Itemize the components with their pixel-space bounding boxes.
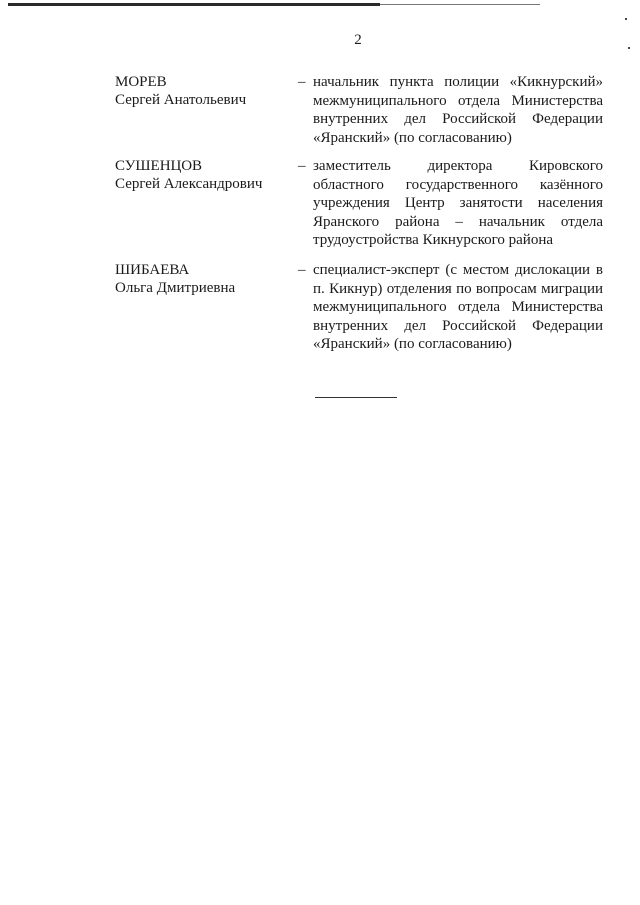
member-given-names: Сергей Анатольевич xyxy=(115,92,247,108)
member-position: специалист-эксперт (с местом дислокации в п. Кикнур) отделения по вопросам миграции межмуниципального отдела Министерства внутренних дел Российской Федерации «Яранский» (по согласованию) xyxy=(313,262,603,352)
entry-dash: – xyxy=(298,262,306,278)
scan-top-border xyxy=(8,3,380,6)
scan-speck xyxy=(625,18,627,20)
member-position: заместитель директора Кировского областного государственного казённого учреждения Центр занятости населения Яранского района – начальник отдела трудоустройства Кикнурского района xyxy=(313,158,603,248)
member-name xyxy=(115,157,295,193)
member-name xyxy=(115,73,295,109)
member-given-names: Ольга Дмитриевна xyxy=(115,280,236,296)
end-of-list-rule xyxy=(315,397,397,398)
member-given-names: Сергей Александрович xyxy=(115,176,263,192)
scan-top-border-thin xyxy=(380,4,540,5)
entry-dash: – xyxy=(298,158,306,174)
entry-dash: – xyxy=(298,74,306,90)
member-surname: МОРЕВ xyxy=(115,74,167,90)
member-surname: СУШЕНЦОВ xyxy=(115,158,203,174)
member-name xyxy=(115,261,295,297)
member-surname: ШИБАЕВА xyxy=(115,262,190,278)
member-position: начальник пункта полиции «Кикнурский» межмуниципального отдела Министерства внутренних дел Российской Федерации «Яранский» (по согласованию) xyxy=(313,74,603,146)
page-number: 2 xyxy=(354,32,362,48)
